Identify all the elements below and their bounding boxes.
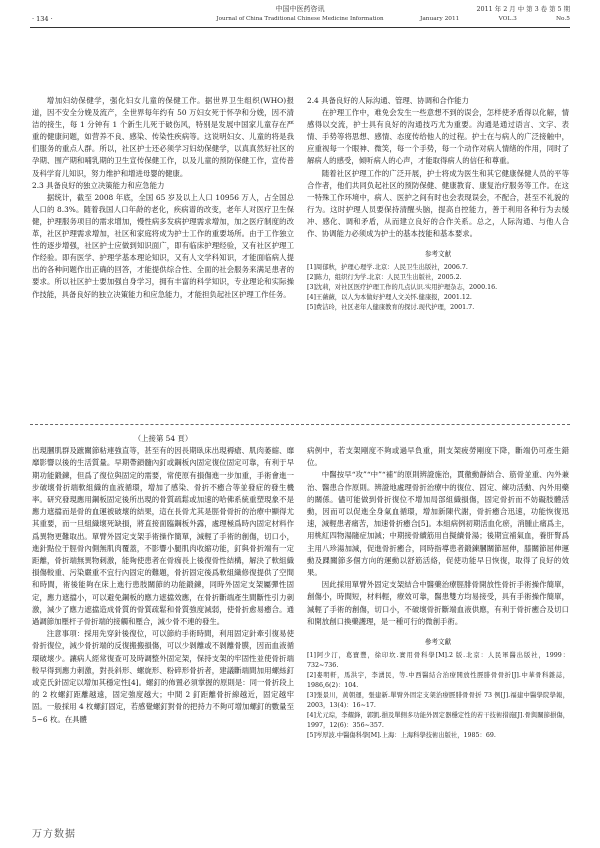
reference-item: [5]费洁玲，社区老年人健康教育的探讨.现代护理，2001.7.: [307, 304, 475, 312]
paragraph: 因此採用單臂外固定支架結合中醫藥治療脛腓骨開放性骨折手術操作簡單，創傷小，時間短，材料輕，療效可靠，醫患雙方均易接受，具有手術操作簡單，減輕了手術的創傷，切口小，不破壞骨折斷端血液供應，有利于骨折癒合及切口和開放創口換藥護理，是一種可行的微創手術。: [307, 580, 569, 626]
paragraph: 在护理工作中，难免会发生一些意想不到的误会，怎样使矛盾得以化解，情感得以交流，护士具有良好的沟通技巧尤为重要。沟通是通过语言、文字、表情、手势等将思想、感情、态度传给他人的过程。护士在与病人的广泛接触中，应重视每一个眼神、微笑，每一个手势，每一个动作对病人情绪的作用，同时了解病人的感受，倾听病人的心声，才能取得病人的信任和尊重。: [307, 108, 569, 166]
issue-date-en: January 2011: [420, 16, 460, 22]
reference-item: [2]婁明軒，馬洪宇，李湧民，等.中西醫結合治療開放性脛腓骨骨折[J].中華骨科雜誌，1986,6(2)：104.: [307, 672, 569, 690]
reference-item: [1]阿少汀，葛寶豐，徐印坎.實用骨科學[M].2 版.北京：人民軍醫出版社，1999：732~736.: [307, 652, 569, 670]
reference-item: [1]周郁秋，护理心理学.北京：人民卫生出版社，2006.7.: [307, 264, 468, 272]
reference-item: [3]張景川，黃朝運，張建新.單臂外固定支架治療脛腓骨骨折 73 例[J].福建中醫學院學報，2003，13(4)：16~17.: [307, 692, 569, 710]
issue-number: No.5: [555, 16, 570, 22]
reference-item: [3]沈莉，对社区医疗护理工作的几点认识.实用护理杂志，2000.16.: [307, 284, 498, 292]
journal-header: [150, 4, 450, 24]
paragraph: 出現膕肌群及蹠關節粘連強直等，甚至有的因長期臥床出現褥瘡、肌肉萎縮、靡靡影響以後的生活質量。早期帶鎖髓內釘或鋼板內固定復位固定可靠，有利于早期功能鍛鍊，但爲了復位與固定的需要，常使原有損傷進一步加重，手術會進一步破壞骨折端軟組織的血液循環，增加了感染、骨折不癒合等並發症的發生機率。研究發現應用鋼板固定後所出現的骨質疏鬆或加速的哈佛系統重塑現象不是應力遮擋而是骨的血運被破壞的結果，這在長骨尤其是脛骨骨折的治療中顯得尤其重要，而一旦組織壞死缺損，將直接面臨鋼板外露，處理極爲時內固定材料作爲異物更難取出。單臂外固定支架手術操作簡單，減輕了手術的創傷，切口小，進針點位于脛骨內側無肌肉覆蓋，不影響小腿肌肉收縮功能，釘與骨折端有一定距離，骨折端無異物刺激，能夠使患者在骨痂長上後復骨性結構，解決了軟組織損傷較重、污染嚴重不宜行內固定的難題，骨折固定後爲軟組織修復提供了空間和時間，術後能夠在床上進行患肢關節的功能鍛鍊，同時外固定支架屬彈性固定，應力遮擋小，可以避免鋼板的應力遮擋效應，在骨折斷端產生間斷性引力刺激，減少了應力遮擋造成骨質的骨質疏鬆和骨質強度減弱，使骨折愈易癒合。通過調節加壓杆子骨折端的接觸和壓合，減少骨不連的發生。: [32, 446, 294, 627]
references-title: 參考文獻: [424, 638, 452, 647]
section-heading: 2.4 具备良好的人际沟通、管理、协调和合作能力: [307, 96, 469, 105]
header-rule: [30, 27, 570, 28]
article-left-column: [32, 95, 294, 301]
paragraph: 随着社区护理工作的广泛开展，护士将成为医生和其它健康保健人员的平等合作者，他们共同负起社区的预防保健、健康教育、康复治疗服务等工作。在这一特殊工作环境中，病人、医护之间有时也会表现误会，不配合，甚至不礼貌的行为。这时护理人员要保持清醒头脑，提高自控能力，善于利用各种行为去缓冲、感化、调和矛盾，从而建立良好的合作关系。总之，人际沟通、与他人合作、协调能力必须成为护士的基本技能和基本要求。: [307, 168, 569, 239]
journal-title-en: Journal of China Traditional Chinese Medicine Information: [216, 16, 384, 22]
reference-item: [5]岑厚波.中醫傷科學[M].上海：上海科學技術出版社，1985：69.: [307, 732, 496, 740]
article-divider: [30, 424, 570, 425]
continued-left-column: [32, 433, 294, 726]
paragraph: 增加妇幼保健学，强化妇女儿童的保健工作。据世界卫生组织(WHO)报道，因不安全分娩及流产，全世界每年约有 50 万妇女死于怀孕和分娩，因不清洁的接生，每 1 分钟有 1 个新生儿死于破伤风，特别是发展中国家儿童存在严重的健康问题，如营养不良、感染、传染性疾病等。这说明妇女、儿童的将是我们服务的重点人群。所以，社区护士还必须学习妇幼保健学，以真真然好社区的孕期、围产期和哺乳期的卫生宣传保健工作，以及儿童的预防保健工作，宣传普及科学育儿知识，努力维护和增进母婴的健康。: [32, 96, 294, 178]
article-right-column: [307, 95, 569, 313]
reference-item: [4]尤元琮，李耀鋒，郭凱.損及單側多功能外固定器穩定性的若干技術措施[J].骨與關節損傷，1997，12(6)：356~357.: [307, 712, 569, 730]
footer-watermark: 万方数据: [32, 829, 76, 840]
paragraph: 注意事項：採用先穿針後復位，可以節約手術時間，利用固定針牽引復易使骨折復位，減少骨折端的反復搬搬損傷，可以少剝離或不剝離骨膜，因而血液循環破壞少。讓病人經常復查可及時調整外固定架，保持支架的牢固性並使骨折端較早得到應力刺激，對長斜形、螺旋形、粉碎形骨折者，建議斷端間加用螺絲釘或克氏針固定以增加其穩定性[4]。螺釘的佈置必須掌握的原則是：同一骨折段上的 2 枚螺釘距離越遠，固定強度越大；中間 2 釘距離骨折線越近，固定越牢固。一般採用 4 枚螺釘固定，若感覺螺釘對骨的把持力不夠可增加螺釘的數量至 5~6 枚。在具體: [32, 629, 294, 724]
reference-item: [2]陈力，组织行为学.北京：人民卫生出版社，2005.2.: [307, 274, 462, 282]
paragraph: 中醫按早“攻”“中”“補”的原則辨證施治，貫徹動靜結合、筋骨並重、內外兼治、醫患合作原則。辨證地處理骨折治療中的復位、固定、練功活動、內外用藥的關係。儘可能做到骨折復位不增加局部組織損傷，固定骨折而不妨礙肢體活動，因而可以促進全身氣血循環，增加新陳代謝，骨折癒合迅速，功能恢復迅速，減輕患者痛苦，加速骨折癒合[5]。本組病例初期活血化瘀，消腫止痛爲主，用桃紅四物湯隨症加減；中期接骨續筋用自擬續骨湯；後期宜補氣血，養肝腎爲主用八珍湯加減，促進骨折癒合，同時指導患者鍛鍊膕關節屈伸，膝關節屈伸運動及踝關節多個方向的運動以舒筋活絡，促使功能早日恢復，取得了良好的效果。: [307, 470, 569, 578]
references-title: 参考文献: [424, 250, 452, 259]
continued-right-column: [307, 445, 569, 741]
issue-cn: 2011 年 2 月 中 第 3 卷 第 5 期: [476, 5, 570, 13]
reference-item: [4]王薇薇，以人为本做好护理人文关怀.健康报，2001.12.: [307, 294, 472, 302]
page-number: · 134 ·: [32, 15, 53, 23]
journal-title-cn: 中国中医药咨讯: [275, 5, 325, 13]
section-heading: 2.3 具备良好的独立决策能力和应急能力: [32, 180, 165, 190]
issue-volume: VOL.3: [498, 16, 517, 22]
paragraph: 病例中，若支架剛度不夠或過早負重，則支架疲勞剛度下降，斷端仍可產生錯位。: [307, 446, 569, 468]
paragraph: 据统计，截至 2008 年底，全国 65 岁及以上人口 10956 万人，占全国总人口的 8.3%。随着我国人口年龄的老化，疾病谱的改变，老年人对医疗卫生保健，护理服务项目的需求增加，慢性病多发病护理需求增加，加之医疗制度的改革，社区护理需求增加，社区和家庭将成为护士工作的重要场所。由于工作独立性的逐步增强，社区护士应做到知识面广，即有临床护理经验，又有社区护理工作经验。即有医学、护理学基本理论知识，又有人文学科知识，才能面临病人提出的各种问题作出正确的回答，才能提供综合性、全面的社会服务来满足患者的要求。所以社区护士要加强自身学习，拥有丰富的科学知识，专业理论和实际操作技能，具备良好的独立决策能力和应急能力，才能担负起社区护理工作任务。: [32, 192, 294, 299]
continued-from-note: （上接第 54 頁）: [133, 434, 193, 443]
issue-info: [420, 4, 570, 24]
